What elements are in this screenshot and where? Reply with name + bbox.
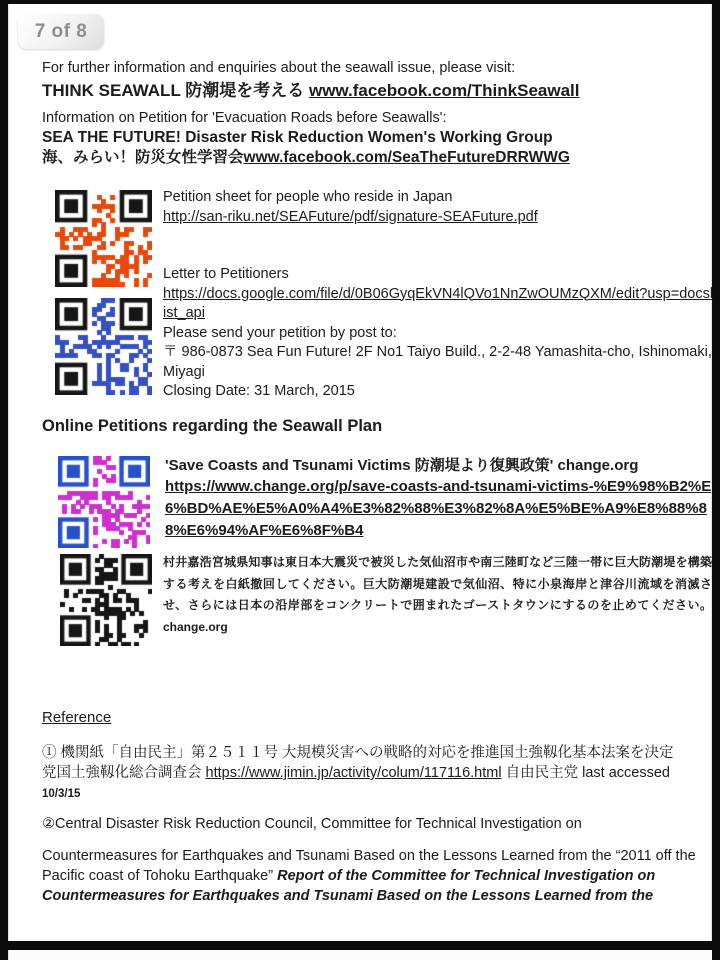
- sea-future-link[interactable]: www.facebook.com/SeaTheFutureDRRWWG: [243, 149, 570, 166]
- petition-info-line: Information on Petition for 'Evacuation Roads before Seawalls':: [42, 110, 447, 126]
- online-petitions-heading: Online Petitions regarding the Seawall Plan: [42, 417, 383, 435]
- change-petition-title: 'Save Coasts and Tsunami Victims 防潮堤より復興政策' change.org: [165, 457, 639, 474]
- think-seawall-link[interactable]: www.facebook.com/ThinkSeawall: [308, 81, 580, 100]
- send-note: Please send your petition by post to:: [163, 324, 397, 341]
- letter-link[interactable]: https://docs.google.com/file/d/0B06GyqEkVN4lQVo1NnZwOUMzQXM/edit?usp=docslist_api: [163, 285, 714, 321]
- letter-block: [163, 265, 715, 402]
- reference-section: [42, 708, 696, 906]
- petition-sheet-qr-code: [55, 190, 152, 287]
- letter-title: Letter to Petitioners: [163, 266, 289, 282]
- letter-qr-code: [55, 298, 152, 395]
- sea-future-title: SEA THE FUTURE! Disaster Risk Reduction Women's Working Group: [42, 129, 553, 146]
- jimin-link[interactable]: https://www.jimin.jp/activity/colum/117116.html: [205, 765, 502, 781]
- jp-petition-block: [163, 552, 712, 638]
- change-petition-link[interactable]: https://www.change.org/p/save-coasts-and-tsunami-victims-%E9%98%B2%E6%BD%AE%E5%A0%A4%E3%82%88%E3%82%8A%E5%BE%A9%E8%88%88%E6%94%AF%E6%8F%B4: [165, 478, 712, 539]
- intro-block: [42, 58, 692, 168]
- sea-future-jp-label: 海、みらい！防災女性学習会: [42, 149, 244, 166]
- reference-heading: Reference: [42, 709, 112, 726]
- reference-1-text: ① 機関紙「自由民主」第２５１１号 大規模災害への戦略的対応を推進国土強靱化基本法案を決定 党国土強靱化総合調査会: [42, 745, 674, 781]
- reference-2-body: [42, 846, 698, 906]
- jp-petition-qr-code: [60, 554, 152, 646]
- page-indicator-badge: 7 of 8: [18, 14, 104, 49]
- petition-sheet-block: [163, 188, 718, 227]
- reference-2-text: Countermeasures for Earthquakes and Tsunami Based on the Lessons Learned from the “2011 off the Pacific coast of Tohoku Earthquake”: [42, 848, 696, 884]
- reference-1-tail: 自由民主党 last accessed: [501, 765, 670, 781]
- reference-2: ②Central Disaster Risk Reduction Council, Committee for Technical Investigation on: [42, 816, 582, 832]
- change-org-qr-code: [58, 456, 150, 548]
- reference-1-date: 10/3/15: [42, 788, 81, 800]
- sea-future-line: [42, 148, 692, 168]
- reference-1: [42, 743, 692, 804]
- document-page: [8, 4, 712, 941]
- petition-sheet-title: Petition sheet for people who reside in Japan: [163, 189, 453, 205]
- think-seawall-title: THINK SEAWALL 防潮堤を考える: [42, 81, 309, 100]
- think-seawall-line: [42, 78, 692, 104]
- intro-line: For further information and enquiries about the seawall issue, please visit:: [42, 60, 516, 76]
- change-org-block: [165, 455, 715, 542]
- next-page-edge[interactable]: [8, 950, 712, 960]
- petition-sheet-link[interactable]: http://san-riku.net/SEAFuture/pdf/signature-SEAFuture.pdf: [163, 208, 538, 225]
- postal-address: 〒 986-0873 Sea Fun Future! 2F No1 Taiyo Build., 2-2-48 Yamashita-cho, Ishinomaki, Miyagi: [163, 344, 712, 380]
- jp-petition-source: change.org: [163, 619, 228, 634]
- closing-date: Closing Date: 31 March, 2015: [163, 383, 355, 399]
- jp-petition-text: 村井嘉浩宮城県知事は東日本大震災で被災した気仙沼市や南三陸町など三陸一帯に巨大防潮堤を構築する考えを白紙撤回してください。巨大防潮堤建設で気仙沼、特に小泉海岸と津谷川流域を消滅させ、さらには日本の沿岸部をコンクリートで囲まれたゴーストタウンにするのを止めてください。: [163, 555, 712, 612]
- reference-2-report-title: Report of the Committee for Technical Investigation on Countermeasures for Earthquakes and Tsunami Based on the Lessons Learned from the: [42, 868, 656, 904]
